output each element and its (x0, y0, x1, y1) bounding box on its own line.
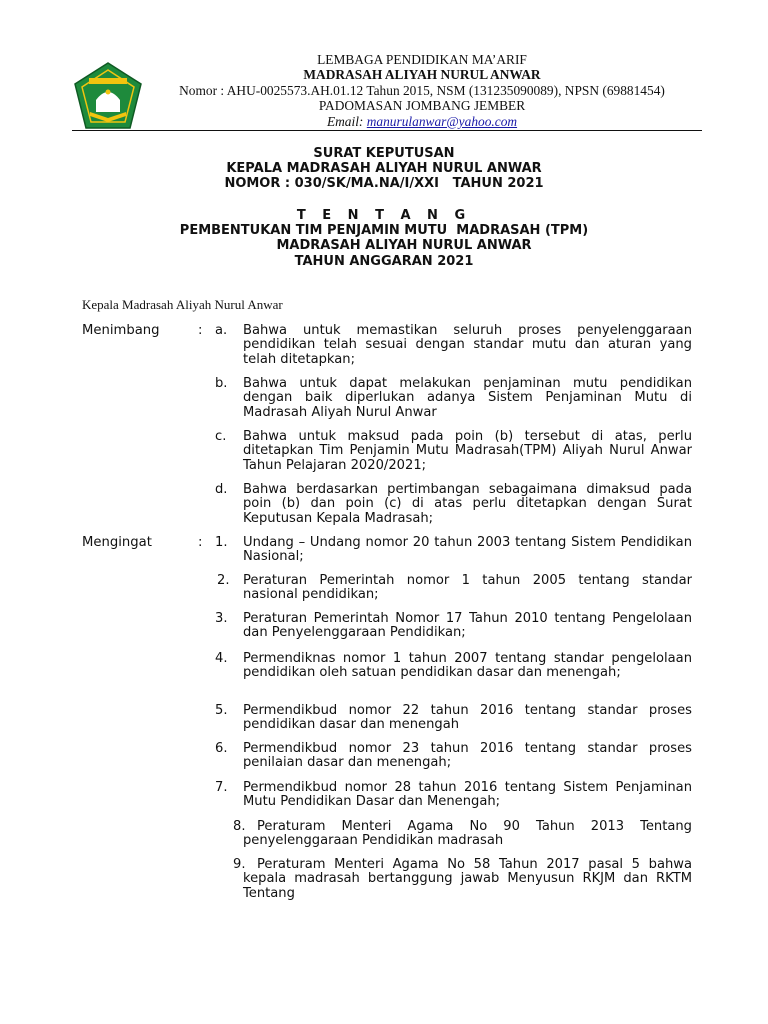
list-text: Permendikbud nomor 22 tahun 2016 tentang standar proses pendidikan dasar dan menengah (243, 703, 692, 733)
list-item (215, 430, 692, 473)
list-marker: b. (215, 376, 228, 391)
letterhead-text (142, 52, 702, 129)
list-item (215, 704, 692, 733)
decision-issuer: KEPALA MADRASAH ALIYAH NURUL ANWAR (226, 161, 542, 177)
list-marker: c. (215, 429, 227, 444)
list-item (215, 324, 692, 367)
list-marker: 4. (215, 651, 228, 666)
institution-name: LEMBAGA PENDIDIKAN MA’ARIF (317, 52, 527, 67)
list-text: Permendikbud nomor 23 tahun 2016 tentang standar proses penilaian dasar dan menengah; (243, 741, 692, 771)
letterhead (72, 52, 702, 132)
list-text: Bahwa untuk memastikan seluruh proses penyelenggaraan pendidikan telah sesuai dengan standar mutu dan aturan yang telah ditetapkan; (243, 323, 692, 367)
list-marker: 8. (233, 819, 246, 834)
list-text: Peraturan Pemerintah Nomor 17 Tahun 2010 tentang Pengelolaan dan Penyelenggaraan Pendidikan; (243, 611, 692, 641)
subject-line-2: MADRASAH ALIYAH NURUL ANWAR (276, 238, 532, 254)
decision-title: SURAT KEPUTUSAN (313, 146, 455, 161)
list-item (215, 742, 692, 771)
list-text: Peraturam Menteri Agama No 58 Tahun 2017 pasal 5 bahwa kepala madrasah bertanggung jawab Menyusun RKJM dan RKTM Tentang (243, 857, 692, 901)
list-marker: 3. (215, 611, 228, 626)
mengingat-colon: : (198, 535, 203, 550)
subject-heading (0, 208, 768, 269)
list-text: Permendiknas nomor 1 tahun 2007 tentang standar pengelolaan pendidikan oleh satuan pendidikan dasar dan menengah; (243, 651, 692, 681)
school-name: MADRASAH ALIYAH NURUL ANWAR (303, 67, 541, 83)
email-link[interactable]: manurulanwar@yahoo.com (366, 113, 518, 129)
list-item (215, 612, 692, 641)
decision-number: NOMOR : 030/SK/MA.NA/I/XXI TAHUN 2021 (224, 176, 544, 192)
list-item (215, 652, 692, 681)
list-marker: a. (215, 323, 228, 338)
list-item (215, 483, 692, 526)
list-marker: 5. (215, 703, 228, 718)
list-text: Bahwa untuk maksud pada poin (b) tersebut di atas, perlu ditetapkan Tim Penjamin Mutu Madrasah(TPM) Aliyah Nurul Anwar Tahun Pelajaran 2020/2021; (243, 429, 692, 473)
list-text: Bahwa untuk dapat melakukan penjaminan mutu pendidikan dengan baik diperlukan adanya Sistem Penjaminan Mutu di Madrasah Aliyah Nurul Anwar (243, 376, 692, 420)
mengingat-label: Mengingat (82, 535, 152, 550)
menimbang-colon: : (198, 323, 203, 338)
registration-numbers: Nomor : AHU-0025573.AH.01.12 Tahun 2015, NSM (131235090089), NPSN (69881454) (179, 82, 665, 98)
list-item (215, 377, 692, 420)
list-item (217, 574, 692, 603)
email-line (142, 114, 702, 129)
list-text: Permendikbud nomor 28 tahun 2016 tentang Sistem Penjaminan Mutu Pendidikan Dasar dan Menengah; (243, 780, 692, 810)
list-item (233, 820, 692, 849)
subject-keyword: T E N T A N G (296, 208, 472, 223)
list-item (215, 536, 692, 565)
school-logo-icon (74, 62, 142, 130)
menimbang-label: Menimbang (82, 323, 160, 338)
list-text: Peraturam Menteri Agama No 90 Tahun 2013 Tentang penyelenggaraan Pendidikan madrasah (243, 819, 692, 849)
school-address: PADOMASAN JOMBANG JEMBER (318, 98, 526, 114)
list-item (233, 858, 692, 901)
letterhead-divider (72, 130, 702, 131)
list-marker: 2. (217, 573, 230, 588)
list-text: Undang – Undang nomor 20 tahun 2003 tentang Sistem Pendidikan Nasional; (243, 535, 692, 565)
decision-heading (0, 146, 768, 192)
list-item (215, 781, 692, 810)
opening-line: Kepala Madrasah Aliyah Nurul Anwar (82, 297, 283, 312)
list-marker: 9. (233, 857, 246, 872)
email-label: Email: (326, 113, 364, 129)
list-marker: 1. (215, 535, 228, 550)
list-marker: 7. (215, 780, 228, 795)
subject-line-3: TAHUN ANGGARAN 2021 (294, 253, 474, 269)
list-marker: d. (215, 482, 228, 497)
list-marker: 6. (215, 741, 228, 756)
list-text: Peraturan Pemerintah nomor 1 tahun 2005 tentang standar nasional pendidikan; (243, 573, 692, 603)
subject-line-1: PEMBENTUKAN TIM PENJAMIN MUTU MADRASAH (TPM) (179, 223, 589, 239)
list-text: Bahwa berdasarkan pertimbangan sebagaimana dimaksud pada poin (b) dan poin (c) di atas perlu ditetapkan dengan Surat Keputusan Kepala Madrasah; (243, 482, 692, 526)
